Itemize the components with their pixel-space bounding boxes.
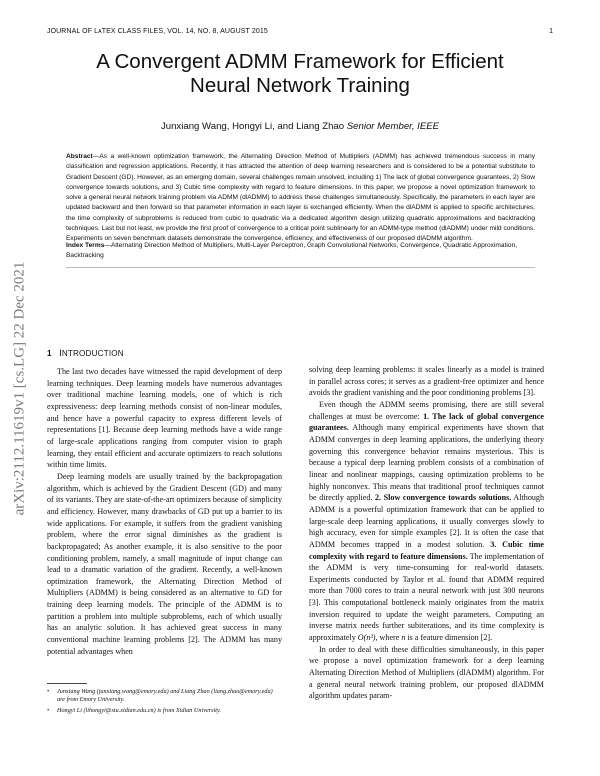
page-number: 1: [549, 28, 553, 35]
title-line-1: A Convergent ADMM Framework for Efficient: [96, 50, 504, 73]
challenge-3: 3. Cubic time complexity with regard to feature dimensions.: [309, 539, 544, 561]
author-line: [47, 121, 553, 132]
challenge-2: 2. Slow convergence towards solutions.: [375, 493, 512, 503]
text-run: The implementation of the ADMM is very time-consuming for real-world datasets. Experiments conducted by Taylor et al. found that ADMM required more than 7000 cores to train a neural network with just 300 neurons [3]. This computational bottleneck mainly originates from the matrix inversion required to update the weight parameters. Computing an inverse matrix needs further subiterations, and its time complexity is approximately: [309, 551, 544, 643]
abstract-text: —As a well-known optimization framework, the Alternating Direction Method of Multipliers (ADMM) has achieved tremendous success in many classification and regression applications. Recently, it has attracted the attention of deep learning researchers and is considered to be a potential substitute to Gradient Descent (GD). However, as an emerging domain, several challenges remain unsolved, including 1) The lack of global convergence guarantees, 2) Slow convergence towards solutions, and 3) Cubic time complexity with regard to feature dimensions. In this paper, we propose a novel optimization framework to solve a general neural network training problem via ADMM (dlADMM) to address these challenges simultaneously. Specifically, the parameters in each layer are updated backward and then forward so that parameter information in each layer is exchanged efficiently. When the dlADMM is applied to specific architectures, the time complexity of subproblems is reduced from cubic to quadratic via a dedicated algorithm design utilizing quadratic approximations and backtracking techniques. Last but not least, we provide the first proof of convergence to a critical point sublinearly for an ADMM-type method (dlADMM) under mild conditions. Experiments on seven benchmark datasets demonstrate the convergence, efficiency, and effectiveness of our proposed dlADMM algorithm.: [66, 153, 535, 243]
footnote-divider: [47, 683, 87, 684]
bullet-icon: •: [47, 707, 50, 714]
paper-title: [47, 50, 553, 98]
section-title-rest: NTRODUCTION: [61, 349, 124, 358]
right-column: [309, 364, 544, 702]
right-paragraph-1: solving deep learning problems: it scales linearly as a model is trained in parallel across cores; it serves as a gradient-free optimizer and hence avoids the gradient vanishing and the poor conditioning problems [3].: [309, 365, 544, 398]
arxiv-stamp: arXiv:2112.11619v1 [cs.LG] 22 Dec 2021: [11, 261, 28, 516]
text-run: Although ADMM is a powerful optimization framework that can be applied to large-scale deep learning applications, it usually converges slowly to high accuracy, even for simple examples [2]. It is often the case that ADMM becomes trapped in a modest solution.: [309, 493, 545, 549]
journal-header: JOURNAL OF LᴀTEX CLASS FILES, VOL. 14, NO. 8, AUGUST 2015: [47, 28, 268, 35]
right-paragraph-3: In order to deal with these difficulties simultaneously, in this paper we propose a novel optimization framework for a deep learning Alternating Direction Method of Multipliers (dlADMM) algorithm. For a general neural network training problem, our proposed dlADMM algorithm updates param-: [309, 644, 544, 701]
abstract: [66, 152, 535, 245]
section-number: 1: [47, 349, 52, 358]
intro-paragraph-1: The last two decades have witnessed the rapid development of deep learning techniques. Deep learning models have numerous advantages over traditional machine learning models, one of which is rich expressiveness: deep learning methods consist of non-linear modules, and hence have a powerful capacity to express different levels of representations [1]. Because deep learning methods have a wide range of large-scale applications ranging from computer vision to graph learning, they entail efficient and accurate optimizers to reach solutions within time limits.: [47, 367, 282, 470]
footnote-2-text: Hongyi Li (lihongyi@stu.xidian.edu.cn) is from Xidian University.: [57, 707, 221, 714]
section-title-first: I: [59, 348, 62, 358]
challenge-1: 1. The lack of global convergence guarantees.: [309, 411, 544, 433]
text-run: Even though the ADMM seems promising, there are still several challenges at must be overcome:: [309, 399, 544, 421]
right-paragraph-2: [309, 399, 544, 644]
intro-paragraph-2: Deep learning models are usually trained by the backpropagation algorithm, which is achieved by the Gradient Descent (GD) and many of its variants. They are state-of-the-art optimizers because of simplicity and efficiency. However, many drawbacks of GD put up a barrier to its wide applications. For example, it suffers from the gradient vanishing problem, where the error signal diminishes as the gradient is backpropagated; As another example, it is also sensitive to the poor conditioning problem, namely, a small magnitude of input change can lead to a dramatic variation of the gradient. Recently, a well-known optimization framework, the Alternating Direction Method of Multipliers (ADMM) is being considered as an alternative to GD for training deep learning models. The principle of the ADMM is to partition a problem into multiple subproblems, each of which usually has an analytic solution. It has achieved great success in many conventional machine learning problems [2]. The ADMM has many potential advantages when: [47, 471, 282, 656]
abstract-label: Abstract: [66, 153, 93, 160]
text-run: is a feature dimension [2].: [405, 633, 493, 643]
footnote-1-text: Junxiang Wang (junxiang.wang@emory.edu) and Liang Zhao (liang.zhao@emory.edu) are from Emory University.: [57, 688, 273, 704]
left-column: [47, 366, 282, 657]
title-line-2: Neural Network Training: [190, 74, 410, 97]
footnote-2: [47, 707, 282, 715]
bullet-icon: •: [47, 688, 50, 695]
index-terms-text: —Alternating Direction Method of Multipliers, Multi-Layer Perceptron, Graph Convolutional Networks, Convergence, Quadratic Approximation, Backtracking: [66, 242, 518, 260]
index-terms-label: Index Terms: [66, 242, 105, 249]
abstract-divider: [66, 267, 535, 268]
index-terms: [66, 241, 535, 262]
math-n: n: [401, 633, 406, 643]
author-names: Junxiang Wang, Hongyi Li, and Liang Zhao: [160, 121, 345, 132]
section-heading: [47, 348, 124, 358]
math-complexity: O(n³): [357, 633, 376, 643]
author-membership: Senior Member, IEEE: [346, 121, 440, 132]
text-run: , where: [375, 633, 402, 643]
footnote-1: [47, 688, 282, 705]
text-run: Although many empirical experiments have shown that ADMM converges in deep learning applications, the underlying theory governing this convergence behavior remains mysterious. This is because a typical deep learning problem consists of a combination of linear and nonlinear mappings, causing optimization problems to be highly nonconvex. This means that traditional proof techniques cannot be directly applied.: [309, 423, 544, 503]
